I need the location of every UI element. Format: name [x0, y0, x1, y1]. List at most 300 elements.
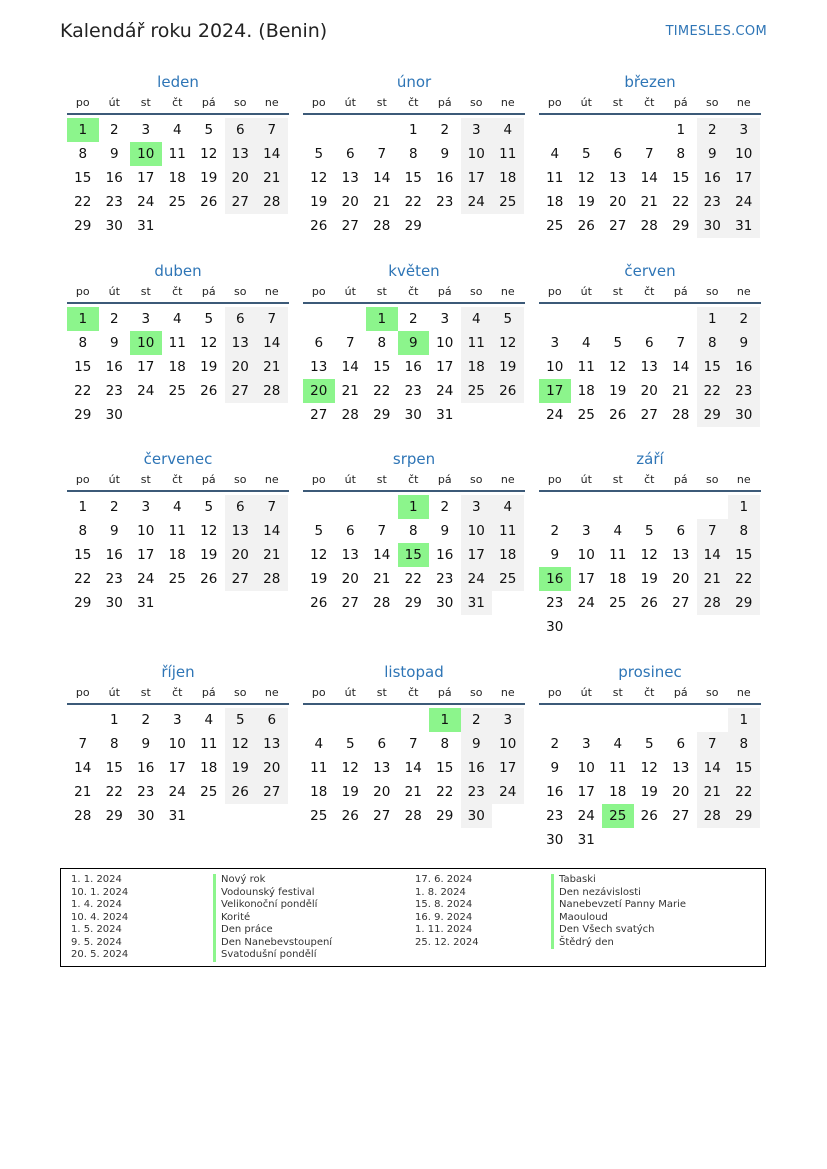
- day-cell: 8: [728, 732, 760, 756]
- day-cell: 10: [137, 523, 155, 539]
- month-name: listopad: [384, 663, 444, 681]
- day-cell: 25: [546, 218, 564, 234]
- day-cell: 23: [697, 190, 729, 214]
- day-empty: [539, 307, 571, 331]
- day-cell: 19: [200, 170, 218, 186]
- day-cell: 4: [204, 712, 214, 728]
- day-cell: 29: [105, 808, 123, 824]
- day-cell: 22: [404, 571, 422, 587]
- day-cell: 12: [640, 760, 658, 776]
- month-7: [67, 448, 289, 615]
- day-cell: 10: [577, 547, 595, 563]
- day-cell: 8: [440, 736, 450, 752]
- day-cell: 9: [440, 146, 450, 162]
- day-cell: 16: [105, 170, 123, 186]
- day-cell: 21: [74, 784, 92, 800]
- day-cell: 31: [137, 595, 155, 611]
- day-cell: 18: [200, 760, 218, 776]
- holiday-date: 20. 5. 2024: [71, 949, 129, 960]
- day-cell: 7: [256, 118, 288, 142]
- day-cell: 3: [440, 311, 450, 327]
- day-cell: 15: [697, 355, 729, 379]
- day-cell: 31: [728, 214, 760, 238]
- day-cell: 22: [672, 194, 690, 210]
- holiday-date: 17. 6. 2024: [415, 874, 473, 885]
- day-cell: 18: [609, 571, 627, 587]
- day-cell: 8: [728, 519, 760, 543]
- day-cell: 6: [314, 335, 324, 351]
- holiday-day: 10: [130, 331, 162, 355]
- day-cell: 4: [613, 523, 623, 539]
- day-grid: [67, 495, 289, 615]
- day-cell: 16: [461, 756, 493, 780]
- holiday-day: 20: [303, 379, 335, 403]
- weekday-label: po: [311, 285, 326, 298]
- day-cell: 7: [256, 495, 288, 519]
- weekday-label: st: [140, 96, 151, 109]
- holiday-name: Den nezávislosti: [551, 887, 686, 900]
- day-cell: 19: [200, 359, 218, 375]
- day-cell: 20: [225, 166, 257, 190]
- weekday-header: [303, 282, 525, 304]
- day-cell: 19: [640, 784, 658, 800]
- weekday-label: st: [376, 285, 387, 298]
- day-cell: 15: [404, 170, 422, 186]
- day-empty: [539, 495, 571, 519]
- day-cell: 8: [377, 335, 387, 351]
- day-cell: 3: [728, 118, 760, 142]
- day-cell: 18: [310, 784, 328, 800]
- day-cell: 13: [256, 732, 288, 756]
- day-cell: 20: [672, 571, 690, 587]
- day-cell: 28: [74, 808, 92, 824]
- day-cell: 2: [697, 118, 729, 142]
- weekday-header: [303, 683, 525, 705]
- day-cell: 20: [256, 756, 288, 780]
- day-cell: 14: [341, 359, 359, 375]
- day-cell: 13: [609, 170, 627, 186]
- day-cell: 30: [105, 407, 123, 423]
- day-cell: 26: [640, 595, 658, 611]
- day-empty: [366, 118, 398, 142]
- day-empty: [303, 118, 335, 142]
- weekday-label: st: [612, 473, 623, 486]
- day-cell: 24: [492, 780, 524, 804]
- weekday-label: po: [547, 473, 562, 486]
- day-cell: 25: [168, 383, 186, 399]
- day-cell: 24: [461, 567, 493, 591]
- month-name: červen: [624, 262, 676, 280]
- month-4: [67, 260, 289, 427]
- day-grid: [67, 118, 289, 238]
- day-cell: 9: [461, 732, 493, 756]
- day-cell: 29: [74, 595, 92, 611]
- day-cell: 2: [141, 712, 151, 728]
- day-cell: 19: [200, 547, 218, 563]
- day-cell: 17: [137, 359, 155, 375]
- day-empty: [335, 708, 367, 732]
- holiday-name: Svatodušní pondělí: [213, 949, 332, 962]
- weekday-header: [539, 683, 761, 705]
- day-cell: 29: [728, 804, 760, 828]
- day-cell: 6: [225, 118, 257, 142]
- day-cell: 16: [105, 547, 123, 563]
- weekday-label: po: [75, 473, 90, 486]
- holiday-day: 1: [366, 307, 398, 331]
- day-cell: 30: [436, 595, 454, 611]
- weekday-header: [67, 93, 289, 115]
- weekday-label: pá: [437, 686, 452, 699]
- page-title: Kalendář roku 2024. (Benin): [60, 20, 328, 42]
- legend-names: [213, 874, 332, 962]
- day-cell: 12: [310, 547, 328, 563]
- day-cell: 13: [672, 760, 690, 776]
- weekday-label: po: [75, 285, 90, 298]
- day-cell: 2: [440, 499, 450, 515]
- day-cell: 8: [408, 523, 418, 539]
- day-cell: 16: [436, 547, 454, 563]
- month-name: březen: [624, 73, 676, 91]
- day-cell: 3: [581, 736, 591, 752]
- holiday-day: 9: [398, 331, 430, 355]
- day-cell: 25: [168, 194, 186, 210]
- month-1: [67, 71, 289, 238]
- day-grid: [539, 307, 761, 427]
- day-cell: 29: [728, 591, 760, 615]
- day-cell: 19: [609, 383, 627, 399]
- weekday-label: ne: [264, 96, 279, 109]
- weekday-label: út: [580, 285, 592, 298]
- day-cell: 29: [672, 218, 690, 234]
- day-cell: 27: [672, 595, 690, 611]
- day-cell: 2: [440, 122, 450, 138]
- day-cell: 21: [404, 784, 422, 800]
- day-cell: 29: [697, 403, 729, 427]
- day-cell: 30: [728, 403, 760, 427]
- day-cell: 5: [644, 523, 654, 539]
- weekday-label: ne: [264, 285, 279, 298]
- weekday-label: út: [580, 473, 592, 486]
- day-cell: 24: [137, 571, 155, 587]
- day-cell: 9: [697, 142, 729, 166]
- weekday-label: čt: [172, 686, 183, 699]
- day-cell: 23: [404, 383, 422, 399]
- weekday-label: po: [311, 473, 326, 486]
- holiday-date: 10. 4. 2024: [71, 911, 129, 923]
- day-cell: 15: [105, 760, 123, 776]
- day-cell: 5: [345, 736, 355, 752]
- weekday-label: st: [140, 473, 151, 486]
- day-cell: 7: [78, 736, 88, 752]
- weekday-label: so: [706, 96, 719, 109]
- holiday-name: Den Nanebevstoupení: [213, 937, 332, 950]
- day-cell: 21: [256, 543, 288, 567]
- weekday-label: pá: [437, 285, 452, 298]
- day-cell: 5: [314, 523, 324, 539]
- day-cell: 8: [78, 146, 88, 162]
- day-cell: 6: [676, 736, 686, 752]
- weekday-label: pá: [673, 285, 688, 298]
- day-cell: 11: [492, 519, 524, 543]
- day-cell: 9: [109, 146, 119, 162]
- holiday-name: Den Všech svatých: [551, 924, 686, 937]
- day-cell: 28: [373, 595, 391, 611]
- day-cell: 9: [141, 736, 151, 752]
- day-cell: 1: [78, 499, 88, 515]
- weekday-label: čt: [172, 473, 183, 486]
- weekday-label: ne: [264, 686, 279, 699]
- day-cell: 17: [577, 571, 595, 587]
- holiday-day: 25: [602, 804, 634, 828]
- weekday-label: čt: [408, 96, 419, 109]
- day-cell: 23: [105, 194, 123, 210]
- day-cell: 29: [74, 407, 92, 423]
- day-cell: 26: [200, 383, 218, 399]
- weekday-label: pá: [201, 473, 216, 486]
- day-cell: 2: [109, 311, 119, 327]
- day-empty: [634, 307, 666, 331]
- weekday-header: [67, 470, 289, 492]
- day-empty: [665, 307, 697, 331]
- day-empty: [571, 495, 603, 519]
- weekday-label: ne: [500, 686, 515, 699]
- day-cell: 30: [137, 808, 155, 824]
- day-cell: 30: [697, 214, 729, 238]
- day-empty: [602, 307, 634, 331]
- day-cell: 10: [728, 142, 760, 166]
- day-cell: 30: [461, 804, 493, 828]
- day-cell: 16: [404, 359, 422, 375]
- day-cell: 30: [546, 832, 564, 848]
- day-cell: 5: [204, 122, 214, 138]
- day-cell: 18: [577, 383, 595, 399]
- month-8: [303, 448, 525, 615]
- day-cell: 18: [546, 194, 564, 210]
- day-cell: 26: [577, 218, 595, 234]
- site-link[interactable]: TIMESLES.COM: [665, 24, 767, 39]
- day-cell: 11: [168, 146, 186, 162]
- weekday-header: [303, 470, 525, 492]
- weekday-label: čt: [644, 96, 655, 109]
- day-cell: 4: [172, 311, 182, 327]
- weekday-label: so: [234, 686, 247, 699]
- day-cell: 12: [200, 335, 218, 351]
- day-cell: 2: [550, 523, 560, 539]
- day-cell: 24: [461, 190, 493, 214]
- day-cell: 22: [436, 784, 454, 800]
- day-cell: 8: [78, 335, 88, 351]
- day-cell: 6: [676, 523, 686, 539]
- day-cell: 8: [78, 523, 88, 539]
- holiday-day: 15: [398, 543, 430, 567]
- weekday-label: út: [108, 473, 120, 486]
- day-cell: 3: [141, 122, 151, 138]
- day-empty: [634, 495, 666, 519]
- month-6: [539, 260, 761, 427]
- day-empty: [571, 307, 603, 331]
- day-cell: 26: [640, 808, 658, 824]
- holiday-day: 1: [67, 307, 99, 331]
- month-2: [303, 71, 525, 238]
- month-5: [303, 260, 525, 427]
- weekday-label: po: [547, 96, 562, 109]
- day-empty: [571, 118, 603, 142]
- weekday-header: [539, 93, 761, 115]
- day-cell: 10: [577, 760, 595, 776]
- day-cell: 17: [168, 760, 186, 776]
- month-11: [303, 661, 525, 828]
- day-cell: 23: [436, 571, 454, 587]
- day-cell: 12: [492, 331, 524, 355]
- weekday-header: [539, 282, 761, 304]
- day-cell: 21: [672, 383, 690, 399]
- day-cell: 2: [109, 499, 119, 515]
- day-empty: [539, 118, 571, 142]
- day-cell: 16: [436, 170, 454, 186]
- day-cell: 21: [640, 194, 658, 210]
- day-cell: 6: [613, 146, 623, 162]
- day-cell: 3: [581, 523, 591, 539]
- day-empty: [335, 118, 367, 142]
- day-cell: 18: [492, 543, 524, 567]
- day-cell: 13: [640, 359, 658, 375]
- day-empty: [634, 708, 666, 732]
- weekday-label: út: [344, 285, 356, 298]
- weekday-label: so: [234, 96, 247, 109]
- weekday-header: [67, 282, 289, 304]
- day-cell: 5: [492, 307, 524, 331]
- day-cell: 22: [74, 194, 92, 210]
- day-cell: 14: [697, 756, 729, 780]
- day-cell: 24: [137, 383, 155, 399]
- holiday-date: 1. 5. 2024: [71, 924, 122, 935]
- weekday-label: po: [311, 96, 326, 109]
- day-cell: 26: [200, 194, 218, 210]
- day-cell: 22: [404, 194, 422, 210]
- day-cell: 19: [492, 355, 524, 379]
- weekday-label: st: [612, 686, 623, 699]
- day-cell: 3: [550, 335, 560, 351]
- day-cell: 8: [109, 736, 119, 752]
- day-cell: 4: [172, 122, 182, 138]
- day-cell: 29: [436, 808, 454, 824]
- day-cell: 17: [436, 359, 454, 375]
- day-cell: 17: [461, 543, 493, 567]
- holiday-date: 16. 9. 2024: [415, 911, 473, 923]
- weekday-label: so: [470, 285, 483, 298]
- weekday-label: so: [706, 473, 719, 486]
- day-cell: 6: [256, 708, 288, 732]
- day-cell: 11: [168, 523, 186, 539]
- day-cell: 5: [644, 736, 654, 752]
- day-cell: 21: [697, 567, 729, 591]
- day-cell: 20: [640, 383, 658, 399]
- day-cell: 14: [373, 170, 391, 186]
- day-cell: 7: [408, 736, 418, 752]
- weekday-label: čt: [644, 686, 655, 699]
- day-cell: 13: [225, 331, 257, 355]
- holiday-day: 17: [539, 379, 571, 403]
- day-cell: 27: [373, 808, 391, 824]
- day-empty: [602, 495, 634, 519]
- day-cell: 13: [341, 547, 359, 563]
- day-cell: 6: [377, 736, 387, 752]
- day-cell: 23: [728, 379, 760, 403]
- holiday-date: 1. 11. 2024: [415, 924, 473, 935]
- day-cell: 19: [225, 756, 257, 780]
- day-cell: 26: [225, 780, 257, 804]
- day-cell: 26: [310, 218, 328, 234]
- holiday-date: 25. 12. 2024: [415, 936, 479, 948]
- day-cell: 8: [676, 146, 686, 162]
- day-cell: 4: [492, 495, 524, 519]
- day-cell: 4: [314, 736, 324, 752]
- day-cell: 28: [256, 190, 288, 214]
- day-cell: 25: [492, 190, 524, 214]
- weekday-label: so: [470, 686, 483, 699]
- day-cell: 27: [225, 190, 257, 214]
- day-cell: 15: [728, 756, 760, 780]
- day-cell: 4: [172, 499, 182, 515]
- weekday-label: po: [547, 285, 562, 298]
- day-grid: [539, 118, 761, 238]
- day-cell: 21: [373, 194, 391, 210]
- day-cell: 24: [137, 194, 155, 210]
- day-cell: 7: [377, 523, 387, 539]
- day-cell: 2: [461, 708, 493, 732]
- day-cell: 24: [546, 407, 564, 423]
- day-cell: 15: [373, 359, 391, 375]
- weekday-label: pá: [673, 473, 688, 486]
- weekday-label: ne: [500, 473, 515, 486]
- day-cell: 22: [728, 567, 760, 591]
- day-cell: 12: [200, 146, 218, 162]
- day-cell: 17: [137, 547, 155, 563]
- day-empty: [303, 307, 335, 331]
- weekday-label: po: [311, 686, 326, 699]
- day-cell: 26: [492, 379, 524, 403]
- day-cell: 31: [168, 808, 186, 824]
- day-cell: 27: [256, 780, 288, 804]
- day-cell: 9: [109, 523, 119, 539]
- day-cell: 12: [640, 547, 658, 563]
- day-cell: 9: [550, 760, 560, 776]
- day-empty: [335, 307, 367, 331]
- day-cell: 21: [256, 166, 288, 190]
- day-cell: 8: [408, 146, 418, 162]
- day-cell: 4: [492, 118, 524, 142]
- day-cell: 29: [74, 218, 92, 234]
- day-cell: 4: [581, 335, 591, 351]
- weekday-label: ne: [736, 285, 751, 298]
- day-cell: 12: [609, 359, 627, 375]
- day-cell: 27: [225, 379, 257, 403]
- day-cell: 18: [492, 166, 524, 190]
- month-name: září: [636, 450, 664, 468]
- month-name: červenec: [143, 450, 213, 468]
- day-cell: 10: [546, 359, 564, 375]
- holiday-name: Korité: [213, 912, 332, 925]
- day-cell: 9: [109, 335, 119, 351]
- day-cell: 3: [172, 712, 182, 728]
- day-cell: 16: [105, 359, 123, 375]
- day-cell: 28: [697, 591, 729, 615]
- day-cell: 28: [640, 218, 658, 234]
- day-cell: 11: [609, 760, 627, 776]
- weekday-label: st: [612, 96, 623, 109]
- day-cell: 6: [644, 335, 654, 351]
- legend-dates: [71, 874, 128, 962]
